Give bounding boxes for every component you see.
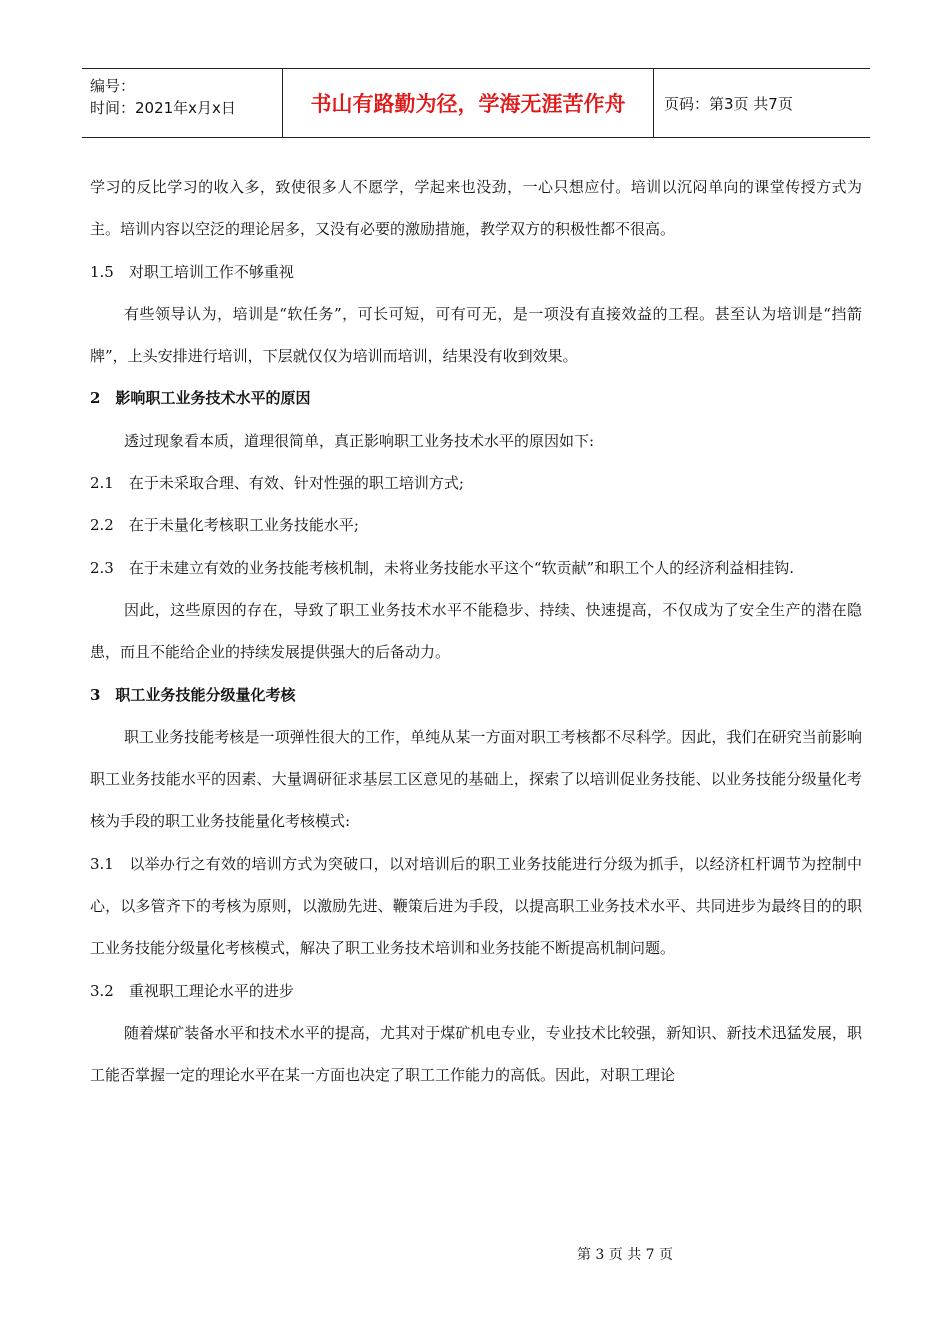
page-footer bbox=[0, 1244, 950, 1264]
page-header bbox=[82, 68, 870, 138]
section-heading: 3 职工业务技能分级量化考核 bbox=[90, 685, 296, 704]
header-slogan: 书山有路勤为径，学海无涯苦作舟 bbox=[282, 69, 654, 137]
paragraph: 透过现象看本质，道理很简单，真正影响职工业务技术水平的原因如下: bbox=[124, 431, 595, 450]
subsection-heading: 3.2 重视职工理论水平的进步 bbox=[90, 981, 294, 1000]
list-item: 3.1 以举办行之有效的培训方式为突破口，以对培训后的职工业务技能进行分级为抓手，以经济杠杆调节为控制中心，以多管齐下的考核为原则，以激励先进、鞭策后进为手段，以提高职工业务技术水平、共同进步为最终目的的职工业务技能分级量化考核模式，解决了职工业务技术培训和业务技能不断提高机制问题。 bbox=[90, 854, 862, 958]
footer-page-number: 第 3 页 共 7 页 bbox=[576, 1247, 674, 1263]
paragraph: 随着煤矿装备水平和技术水平的提高，尤其对于煤矿机电专业，专业技术比较强，新知识、新技术迅猛发展，职工能否掌握一定的理论水平在某一方面也决定了职工工作能力的高低。因此，对职工理论 bbox=[90, 1023, 862, 1085]
paragraph: 有些领导认为，培训是“软任务”，可长可短，可有可无，是一项没有直接效益的工程。甚至认为培训是“挡箭牌”，上头安排进行培训，下层就仅仅为培训而培训，结果没有收到效果。 bbox=[90, 304, 862, 366]
section-heading: 2 影响职工业务技术水平的原因 bbox=[90, 389, 311, 408]
list-item: 2.1 在于未采取合理、有效、针对性强的职工培训方式; bbox=[90, 474, 464, 493]
paragraph: 因此，这些原因的存在，导致了职工业务技术水平不能稳步、持续、快速提高，不仅成为了安全生产的潜在隐患，而且不能给企业的持续发展提供强大的后备动力。 bbox=[90, 600, 862, 662]
header-page-info: 页码：第3页 共7页 bbox=[664, 94, 793, 113]
document-date: 时间：2021年x月x日 bbox=[90, 99, 236, 117]
header-meta bbox=[82, 69, 282, 137]
list-item: 2.2 在于未量化考核职工业务技能水平; bbox=[90, 516, 359, 535]
list-item: 2.3 在于未建立有效的业务技能考核机制，未将业务技能水平这个“软贡献”和职工个人的经济利益相挂钩. bbox=[90, 558, 794, 577]
document-number-label: 编号： bbox=[90, 77, 136, 95]
subsection-heading: 1.5 对职工培训工作不够重视 bbox=[90, 262, 294, 281]
document-body bbox=[90, 166, 862, 1097]
paragraph: 职工业务技能考核是一项弹性很大的工作，单纯从某一方面对职工考核都不尽科学。因此，我们在研究当前影响职工业务技能水平的因素、大量调研征求基层工区意见的基础上，探索了以培训促业务技能、以业务技能分级量化考核为手段的职工业务技能量化考核模式: bbox=[90, 727, 862, 831]
paragraph: 学习的反比学习的收入多，致使很多人不愿学，学起来也没劲，一心只想应付。培训以沉闷单向的课堂传授方式为主。培训内容以空泛的理论居多，又没有必要的激励措施，教学双方的积极性都不很高。 bbox=[90, 178, 862, 239]
